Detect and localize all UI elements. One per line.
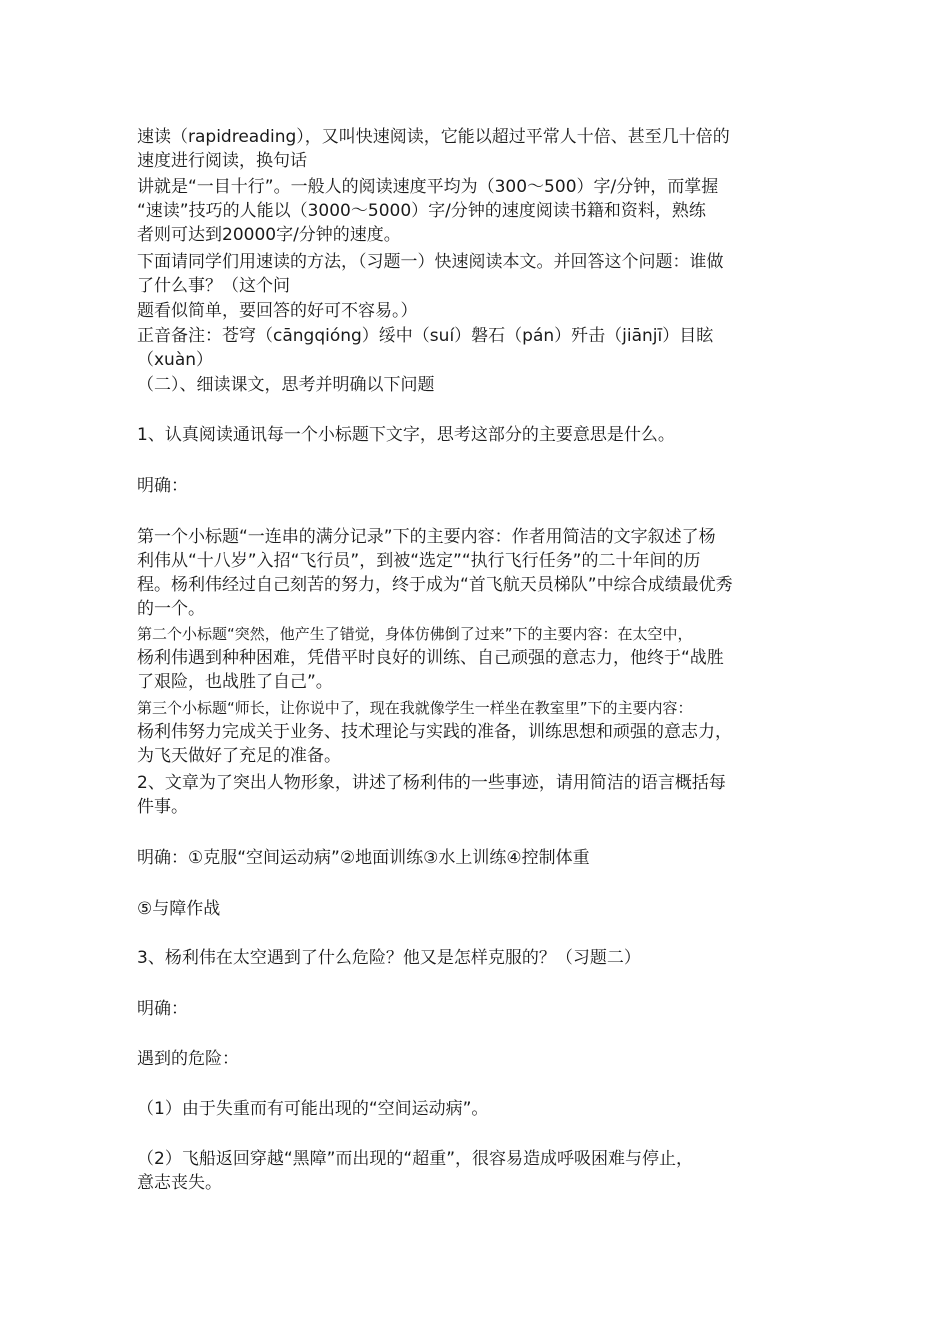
text-line: （二）、细读课文，思考并明确以下问题 xyxy=(137,375,435,395)
text-line: 1、认真阅读通讯每一个小标题下文字，思考这部分的主要意思是什么。 xyxy=(137,425,675,445)
text-line: 杨利伟遇到种种困难，凭借平时良好的训练、自己顽强的意志力，他终于“战胜 xyxy=(137,648,724,668)
answer-2-line-2 xyxy=(137,897,817,921)
text-line: 3、杨利伟在太空遇到了什么危险？他又是怎样克服的？（习题二） xyxy=(137,948,641,968)
danger-item-1 xyxy=(137,1097,817,1121)
text-line: 件事。 xyxy=(137,797,188,817)
text-line: 速度进行阅读，换句话 xyxy=(137,151,307,171)
text-line: （xuàn） xyxy=(137,350,214,370)
text-line: 利伟从“十八岁”入招“飞行员”，到被“选定”“执行飞行任务”的二十年间的历 xyxy=(137,551,701,571)
danger-item-2 xyxy=(137,1147,817,1195)
text-line: 2、文章为了突出人物形象，讲述了杨利伟的一些事迹，请用简洁的语言概括每 xyxy=(137,773,726,793)
text-line: “速读”技巧的人能以（3000～5000）字/分钟的速度阅读书籍和资料，熟练 xyxy=(137,201,706,221)
text-line: （1）由于失重而有可能出现的“空间运动病”。 xyxy=(137,1099,489,1119)
answer-label-3 xyxy=(137,997,817,1021)
text-line: 者则可达到20000字/分钟的速度。 xyxy=(137,225,401,245)
text-line: 了艰险，也战胜了自己”。 xyxy=(137,672,333,692)
text-line: 下面请同学们用速读的方法，（习题一）快速阅读本文。并回答这个问题：谁做 xyxy=(137,252,724,272)
answer-label xyxy=(137,474,817,498)
paragraph-subtitle-2 xyxy=(137,623,817,694)
paragraph-task-note xyxy=(137,299,817,323)
text-line: 明确： xyxy=(137,999,188,1019)
text-line: 的一个。 xyxy=(137,599,205,619)
text-line: 为飞天做好了充足的准备。 xyxy=(137,746,341,766)
paragraph-reading-speed xyxy=(137,175,817,247)
text-line: 明确： xyxy=(137,476,188,496)
paragraph-speed-reading-definition xyxy=(137,125,817,173)
text-line: 遇到的危险： xyxy=(137,1049,239,1069)
question-2 xyxy=(137,771,817,819)
answer-2-line-1 xyxy=(137,846,817,870)
text-line: 了什么事？（这个问 xyxy=(137,276,290,296)
text-line: 明确：①克服“空间运动病”②地面训练③水上训练④控制体重 xyxy=(137,848,590,868)
paragraph-subtitle-1 xyxy=(137,525,817,621)
text-line: 第一个小标题“一连串的满分记录”下的主要内容：作者用简洁的文字叙述了杨 xyxy=(137,527,716,547)
text-line: 程。杨利伟经过自己刻苦的努力，终于成为“首飞航天员梯队”中综合成绩最优秀 xyxy=(137,575,733,595)
paragraph-subtitle-3 xyxy=(137,697,817,768)
text-line: （2）飞船返回穿越“黑障”而出现的“超重”，很容易造成呼吸困难与停止， xyxy=(137,1149,694,1169)
text-line: 题看似简单，要回答的好可不容易。） xyxy=(137,301,418,321)
text-line: 第三个小标题“师长，让你说中了，现在我就像学生一样坐在教室里”下的主要内容： xyxy=(137,699,693,717)
text-line: 正音备注：苍穹（cāngqióng）绥中（suí）磐石（pán）歼击（jiānjī）目眩 xyxy=(137,326,714,346)
paragraph-pronunciation-notes xyxy=(137,324,817,372)
text-line: 讲就是“一目十行”。一般人的阅读速度平均为（300～500）字/分钟，而掌握 xyxy=(137,177,719,197)
question-1 xyxy=(137,423,817,447)
dangers-heading xyxy=(137,1047,817,1071)
text-line: 第二个小标题“突然，他产生了错觉，身体仿佛倒了过来”下的主要内容：在太空中， xyxy=(137,625,693,643)
text-line: 杨利伟努力完成关于业务、技术理论与实践的准备，训练思想和顽强的意志力， xyxy=(137,722,732,742)
text-line: ⑤与障作战 xyxy=(137,899,221,919)
paragraph-task-instruction xyxy=(137,250,817,298)
question-3 xyxy=(137,946,817,970)
text-line: 速读（rapidreading），又叫快速阅读，它能以超过平常人十倍、甚至几十倍的 xyxy=(137,127,730,147)
section-heading-close-reading xyxy=(137,373,817,397)
text-line: 意志丧失。 xyxy=(137,1173,222,1193)
